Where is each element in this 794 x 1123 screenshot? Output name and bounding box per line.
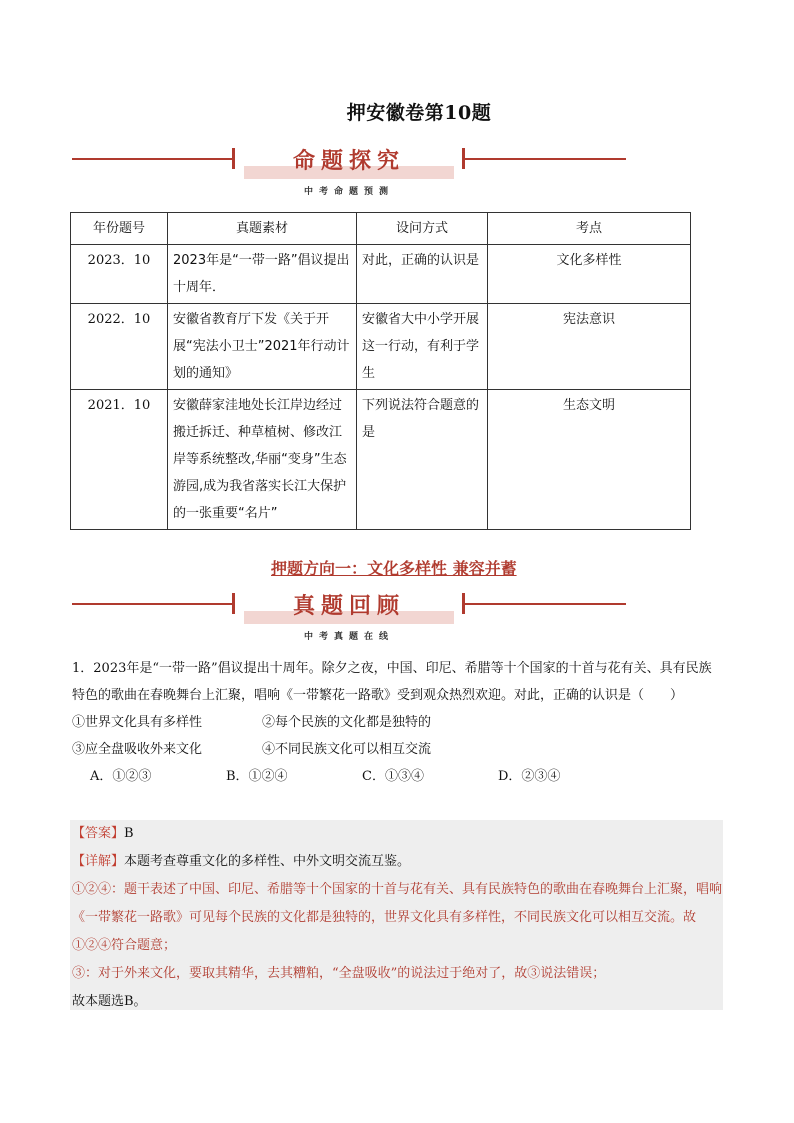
banner-subtitle: 中考真题在线 [303, 632, 394, 642]
exam-analysis-table [70, 212, 691, 530]
choice-b: B．①②④ [226, 769, 288, 784]
banner-tick-left [232, 148, 235, 169]
detail-label: 【详解】 [72, 854, 125, 869]
table-row [71, 304, 691, 390]
choice-a: A．①②③ [90, 769, 152, 784]
cell-question: 安徽省大中小学开展这一行动，有利于学生 [357, 304, 488, 390]
detail-line [72, 848, 723, 876]
option-3: ③应全盘吸收外来文化 [72, 742, 203, 757]
option-1: ①世界文化具有多样性 [72, 715, 203, 730]
table-header-row [71, 213, 691, 245]
banner-line-right [464, 603, 626, 605]
question-stem: 1．2023年是“一带一路”倡议提出十周年。除夕之夜，中国、印尼、希腊等十个国家的十首与花有关、具有民族特色的歌曲在春晚舞台上汇聚，唱响《一带繁花一路歌》受到观众热烈欢迎。对此，正确的认识是（ ） [72, 661, 712, 703]
banner-line-left [72, 158, 234, 160]
banner-line-right [464, 158, 626, 160]
cell-question: 对此，正确的认识是 [357, 245, 488, 304]
conclusion: 故本题选B。 [72, 994, 147, 1009]
question-block [72, 655, 724, 790]
answer-label: 【答案】 [72, 826, 125, 841]
header-question: 设问方式 [357, 213, 488, 245]
cell-material: 安徽省教育厅下发《关于开展“宪法小卫士”2021年行动计划的通知》 [168, 304, 357, 390]
header-year: 年份题号 [71, 213, 168, 245]
header-point: 考点 [488, 213, 691, 245]
page-title: 押安徽卷第10题 [346, 102, 492, 124]
table-row [71, 390, 691, 530]
table-row [71, 245, 691, 304]
cell-material: 2023年是“一带一路”倡议提出十周年． [168, 245, 357, 304]
option-2: ②每个民族的文化都是独特的 [262, 715, 432, 730]
cell-year: 2021．10 [71, 390, 168, 530]
analysis-2: ③：对于外来文化，要取其精华，去其糟粕，“全盘吸收”的说法过于绝对了，故③说法错误； [72, 966, 606, 981]
choice-row [72, 763, 724, 790]
cell-question: 下列说法符合题意的是 [357, 390, 488, 530]
cell-point: 宪法意识 [488, 304, 691, 390]
option-row [72, 736, 724, 763]
answer-box [70, 820, 723, 1010]
banner-ribbon [244, 146, 454, 176]
cell-point: 生态文明 [488, 390, 691, 530]
choice-d: D．②③④ [498, 769, 561, 784]
banner-title: 真题回顾 [292, 594, 405, 619]
cell-material: 安徽薛家洼地处长江岸边经过搬迁拆迁、种草植树、修改江岸等系统整改,华丽“变身”生态游园,成为我省落实长江大保护的一张重要“名片” [168, 390, 357, 530]
banner-line-left [72, 603, 234, 605]
detail-text: 本题考查尊重文化的多样性、中外文明交流互鉴。 [124, 854, 411, 869]
cell-point: 文化多样性 [488, 245, 691, 304]
banner-title: 命题探究 [292, 149, 405, 174]
banner-tick-left [232, 593, 235, 614]
answer-value: B [124, 826, 134, 841]
banner-subtitle: 中考命题预测 [303, 187, 394, 197]
answer-line [72, 820, 723, 848]
section-banner-mingti [72, 146, 626, 197]
option-4: ④不同民族文化可以相互交流 [262, 742, 432, 757]
choice-c: C．①③④ [362, 769, 424, 784]
direction-heading: 押题方向一：文化多样性 兼容并蓄 [271, 559, 517, 578]
header-material: 真题素材 [168, 213, 357, 245]
option-row [72, 709, 724, 736]
cell-year: 2022．10 [71, 304, 168, 390]
cell-year: 2023．10 [71, 245, 168, 304]
analysis-1: ①②④：题干表述了中国、印尼、希腊等十个国家的十首与花有关、具有民族特色的歌曲在春晚舞台上汇聚，唱响《一带繁花一路歌》可见每个民族的文化都是独特的，世界文化具有多样性，不同民族文化可以相互交流。故①②④符合题意； [72, 882, 723, 953]
banner-ribbon [244, 591, 454, 621]
section-banner-zhenti [72, 591, 626, 642]
